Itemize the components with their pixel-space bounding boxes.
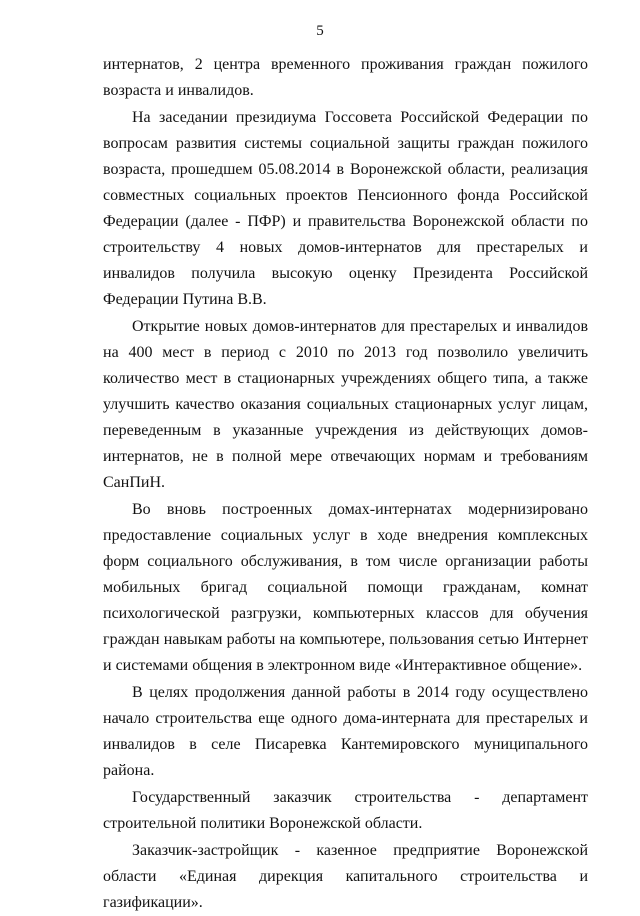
paragraph-modernized-services: Во вновь построенных домах-интернатах модернизировано предоставление социальных услуг в ходе внедрения комплексных форм социального обслуживания, в том числе организации работы мобильных бригад социальной помощи гражданам, комнат психологической разгрузки, компьютерных классов для обучения граждан навыкам работы на компьютере, пользования сетью Интернет и системами общения в электронном виде «Интерактивное общение». — [103, 501, 588, 674]
paragraph-new-homes-opening: Открытие новых домов-интернатов для престарелых и инвалидов на 400 мест в период с 2010 по 2013 год позволило увеличить количество мест в стационарных учреждениях общего типа, а также улучшить качество оказания социальных стационарных услуг лицам, переведенным в указанные учреждения из действующих домов-интернатов, не в полной мере отвечающих нормам и требованиям СанПиН. — [103, 318, 588, 491]
paragraph-presidium-meeting: На заседании президиума Госсовета Российской Федерации по вопросам развития системы социальной защиты граждан пожилого возраста, прошедшем 05.08.2014 в Воронежской области, реализация совместных социальных проектов Пенсионного фонда Российской Федерации (далее - ПФР) и правительства Воронежской области по строительству 4 новых домов-интернатов для престарелых и инвалидов получила высокую оценку Президента Российской Федерации Путина В.В. — [103, 109, 588, 308]
page-number: 5 — [316, 23, 324, 39]
paragraph-state-customer: Государственный заказчик строительства - департамент строительной политики Воронежской области. — [103, 789, 588, 832]
paragraph-continuation: интернатов, 2 центра временного проживания граждан пожилого возраста и инвалидов. — [103, 56, 588, 99]
document-body — [103, 52, 588, 916]
paragraph-developer: Заказчик-застройщик - казенное предприятие Воронежской области «Единая дирекция капитального строительства и газификации». — [103, 842, 588, 911]
paragraph-construction-2014: В целях продолжения данной работы в 2014 году осуществлено начало строительства еще одного дома-интерната для престарелых и инвалидов в селе Писаревка Кантемировского муниципального района. — [103, 684, 588, 779]
